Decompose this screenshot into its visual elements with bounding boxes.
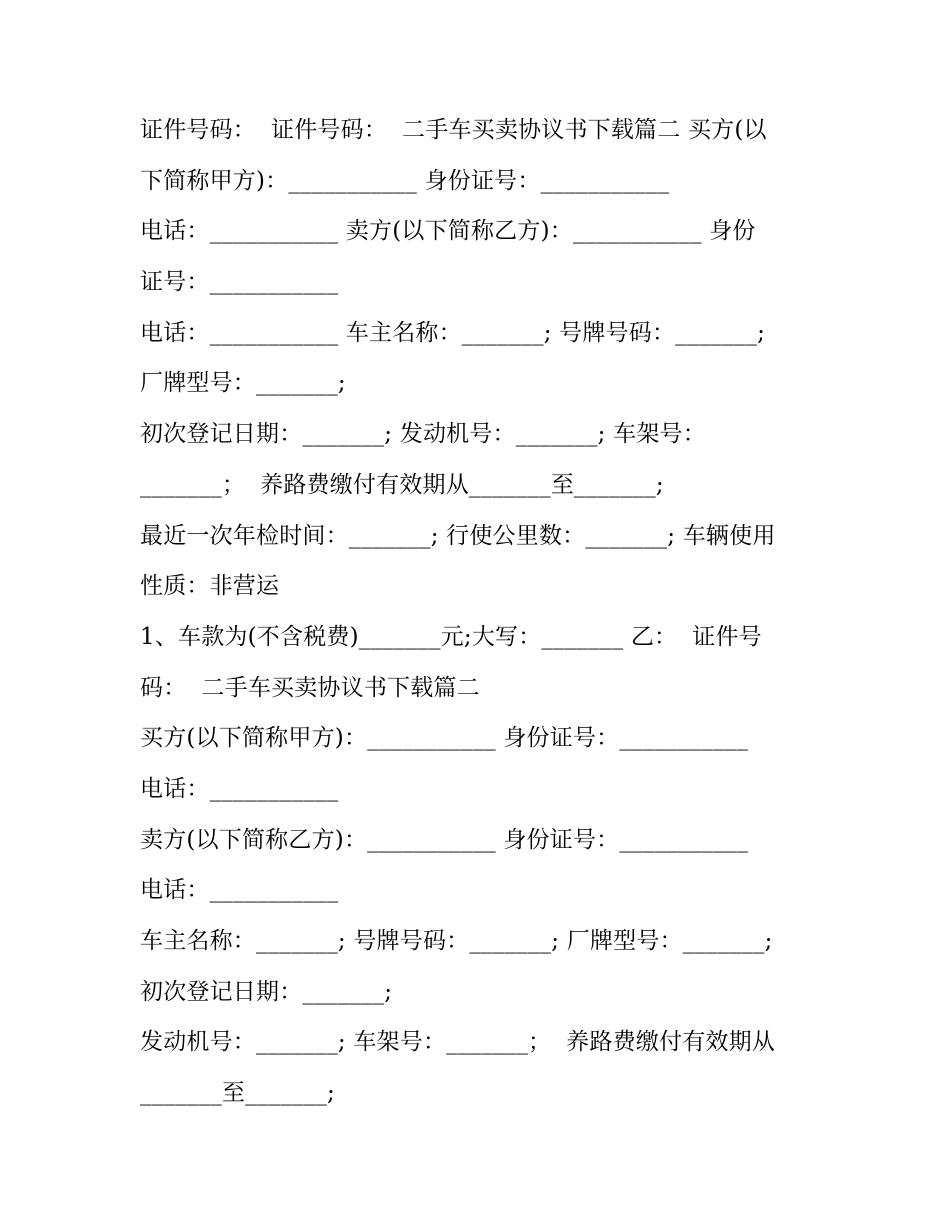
text-line: 1、车款为(不含税费)_______元;大写：_______ 乙： 证件号 xyxy=(140,623,762,650)
text-line: 证号：___________ xyxy=(140,269,339,296)
text-line: 初次登记日期：_______; xyxy=(140,978,393,1005)
text-line: _______至_______; xyxy=(140,1080,335,1107)
text-line: 最近一次年检时间：_______; 行使公里数：_______; 车辆使用 xyxy=(140,522,776,549)
text-line: 车主名称：_______; 号牌号码：_______; 厂牌型号：_______; xyxy=(140,928,773,954)
text-line: 性质：非营运 xyxy=(140,573,280,600)
text-line: 下简称甲方)：___________ 身份证号：___________ xyxy=(140,167,670,194)
document-body xyxy=(140,105,810,1119)
text-line: 发动机号：_______; 车架号：_______； 养路费缴付有效期从 xyxy=(140,1029,776,1056)
text-line: _______； 养路费缴付有效期从_______至_______; xyxy=(140,471,664,498)
text-line: 电话：___________ 车主名称：_______; 号牌号码：_______; xyxy=(140,319,766,346)
text-line: 证件号码： 证件号码： 二手车买卖协议书下载篇二 买方(以 xyxy=(140,117,767,143)
text-line: 卖方(以下简称乙方)：___________ 身份证号：___________ xyxy=(140,826,749,853)
text-line: 电话：___________ xyxy=(140,775,339,802)
text-line: 厂牌型号：_______; xyxy=(140,370,346,397)
text-line: 买方(以下简称甲方)：___________ 身份证号：___________ xyxy=(140,725,749,752)
text-line: 电话：___________ 卖方(以下简称乙方)：___________ 身份 xyxy=(140,218,756,245)
text-line: 电话：___________ xyxy=(140,877,339,904)
text-line: 初次登记日期：_______; 发动机号：_______; 车架号： xyxy=(140,421,706,448)
text-line: 码： 二手车买卖协议书下载篇二 xyxy=(140,674,480,701)
